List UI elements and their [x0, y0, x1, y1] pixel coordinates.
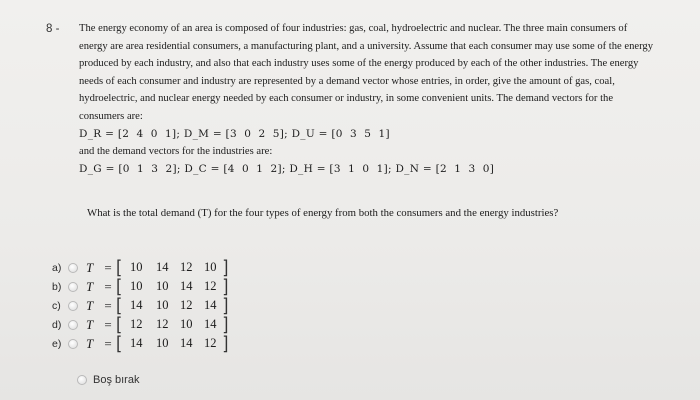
option-d[interactable]	[52, 315, 229, 334]
option-c[interactable]	[52, 296, 229, 315]
paragraph-line: consumers are:	[79, 110, 143, 122]
consumer-demand-vectors: D_R = [2 4 0 1]; D_M = [3 0 2 5]; D_U = [0 3 5 1]	[79, 127, 390, 140]
option-value: 12	[180, 298, 193, 312]
option-value: 12	[130, 317, 143, 331]
option-b[interactable]	[52, 277, 229, 296]
option-value: 14	[204, 317, 217, 331]
option-value: 14	[156, 260, 169, 274]
left-bracket-icon: [	[116, 313, 123, 335]
option-value: 14	[130, 298, 143, 312]
paragraph-line: The energy economy of an area is composed of four industries: gas, coal, hydroelectric and nuclear. The three main consumers of	[79, 23, 628, 34]
option-letter: b)	[52, 280, 62, 293]
option-value: 10	[180, 317, 193, 331]
option-value: 12	[180, 260, 193, 274]
option-value: 10	[204, 260, 217, 274]
option-value: 10	[156, 336, 169, 350]
left-bracket-icon: [	[116, 294, 123, 316]
radio-button[interactable]	[68, 263, 78, 273]
option-value: 14	[204, 298, 217, 312]
question-number: 8 -	[46, 23, 60, 35]
option-a[interactable]	[52, 258, 229, 277]
option-e[interactable]	[52, 334, 229, 353]
option-letter: a)	[52, 261, 62, 274]
paragraph-line: hydroelectric, and nuclear energy needed by each consumer or industry, in some convenient units. The demand vectors for the	[79, 93, 614, 105]
answer-options	[52, 258, 229, 353]
right-bracket-icon: ]	[222, 256, 229, 278]
option-value: 12	[204, 279, 217, 293]
clear-selection-label: Boş bırak	[93, 374, 140, 386]
equals-sign: =	[104, 278, 112, 294]
left-bracket-icon: [	[116, 332, 123, 354]
option-value: 12	[156, 317, 169, 331]
left-bracket-icon: [	[116, 256, 123, 278]
right-bracket-icon: ]	[222, 332, 229, 354]
paragraph-line: energy are area residential consumers, a manufacturing plant, and a university. Assume that each consumer may use some of the energy	[79, 40, 654, 52]
option-value: 10	[156, 298, 169, 312]
equals-sign: =	[104, 297, 112, 313]
radio-button[interactable]	[68, 301, 78, 311]
radio-button[interactable]	[77, 375, 87, 385]
option-value: 12	[204, 336, 217, 350]
radio-button[interactable]	[68, 320, 78, 330]
radio-button[interactable]	[68, 339, 78, 349]
industry-label: and the demand vectors for the industries are:	[79, 146, 273, 158]
right-bracket-icon: ]	[222, 313, 229, 335]
option-letter: d)	[52, 318, 62, 331]
option-symbol: T	[86, 259, 94, 275]
paragraph-line: produced by each industry, and also that each industry uses some of the energy produced by each of the other industries. The energy	[79, 58, 639, 70]
option-symbol: T	[86, 335, 94, 351]
clear-selection-button[interactable]	[77, 374, 139, 386]
equals-sign: =	[104, 335, 112, 351]
option-value: 10	[130, 260, 143, 274]
option-symbol: T	[86, 316, 94, 332]
paragraph-line: needs of each consumer and industry are represented by a demand vector whose entries, in order, give the amount of gas, coal,	[79, 75, 615, 87]
equals-sign: =	[104, 316, 112, 332]
question-text	[79, 20, 679, 178]
option-symbol: T	[86, 297, 94, 313]
radio-button[interactable]	[68, 282, 78, 292]
option-value: 10	[130, 279, 143, 293]
option-value: 14	[180, 336, 193, 350]
option-value: 14	[130, 336, 143, 350]
option-symbol: T	[86, 278, 94, 294]
right-bracket-icon: ]	[222, 275, 229, 297]
question-prompt: What is the total demand (T) for the four types of energy from both the consumers and the energy industries?	[87, 207, 559, 219]
equals-sign: =	[104, 259, 112, 275]
option-value: 10	[156, 279, 169, 293]
option-letter: c)	[52, 299, 61, 312]
option-letter: e)	[52, 337, 62, 350]
industry-demand-vectors: D_G = [0 1 3 2]; D_C = [4 0 1 2]; D_H = [3 1 0 1]; D_N = [2 1 3 0]	[79, 162, 495, 175]
option-value: 14	[180, 279, 193, 293]
left-bracket-icon: [	[116, 275, 123, 297]
right-bracket-icon: ]	[222, 294, 229, 316]
